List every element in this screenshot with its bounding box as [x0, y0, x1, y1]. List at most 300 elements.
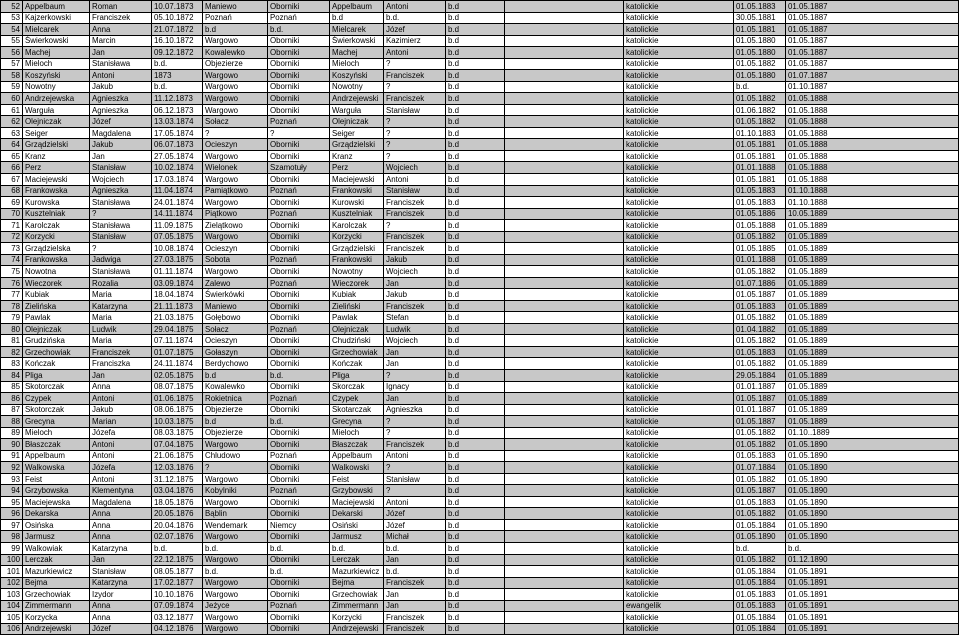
cell-religion: katolickie: [624, 150, 734, 162]
cell-religion: katolickie: [624, 58, 734, 70]
cell-first-name: Magdalena: [90, 496, 152, 508]
cell-admission-date: 01.05.1882: [734, 266, 786, 278]
cell-surname: Mazurkiewicz: [23, 566, 90, 578]
cell-religion: katolickie: [624, 589, 734, 601]
cell-first-name: Magdalena: [90, 127, 152, 139]
table-row: [1, 531, 959, 543]
cell-row-number: 86: [1, 393, 23, 405]
cell-religion: katolickie: [624, 1, 734, 13]
cell-first-name: Izydor: [90, 589, 152, 601]
cell-surname: Mieloch: [23, 58, 90, 70]
cell-father-surname: Czypek: [330, 393, 384, 405]
cell-surname: Kajzerkowski: [23, 12, 90, 24]
cell-row-number: 79: [1, 312, 23, 324]
cell-father-name: Wojciech: [384, 266, 446, 278]
cell-birth-date: 03.09.1874: [152, 277, 203, 289]
cell-father-name: Franciszek: [384, 70, 446, 82]
cell-father-occupation: b.d: [446, 127, 505, 139]
cell-exit-date: 01.05.1890: [786, 485, 959, 497]
cell-admission-date: 01.05.1882: [734, 116, 786, 128]
cell-row-number: 58: [1, 70, 23, 82]
cell-father-name: Jan: [384, 277, 446, 289]
cell-father-surname: Appelbaum: [330, 450, 384, 462]
cell-district: Oborniki: [268, 289, 330, 301]
cell-birth-place: Wargowo: [203, 473, 268, 485]
cell-row-number: 70: [1, 208, 23, 220]
cell-row-number: 89: [1, 427, 23, 439]
cell-father-surname: Korzycki: [330, 231, 384, 243]
cell-admission-date: 01.05.1887: [734, 289, 786, 301]
cell-birth-date: 08.05.1877: [152, 566, 203, 578]
cell-notes: [505, 393, 624, 405]
cell-notes: [505, 231, 624, 243]
cell-birth-date: 11.09.1875: [152, 220, 203, 232]
cell-row-number: 71: [1, 220, 23, 232]
cell-admission-date: 01.01.1888: [734, 254, 786, 266]
cell-notes: [505, 197, 624, 209]
cell-district: Oborniki: [268, 150, 330, 162]
cell-birth-date: 02.05.1875: [152, 370, 203, 382]
cell-birth-place: Wargowo: [203, 81, 268, 93]
cell-row-number: 68: [1, 185, 23, 197]
cell-father-name: Wojciech: [384, 162, 446, 174]
table-row: [1, 47, 959, 59]
cell-father-surname: Andrzejewski: [330, 93, 384, 105]
cell-surname: Feist: [23, 473, 90, 485]
cell-first-name: Stanisława: [90, 220, 152, 232]
cell-row-number: 52: [1, 1, 23, 13]
cell-father-occupation: b.d: [446, 496, 505, 508]
table-row: [1, 404, 959, 416]
cell-birth-date: 08.07.1875: [152, 381, 203, 393]
cell-row-number: 63: [1, 127, 23, 139]
cell-father-occupation: b.d: [446, 427, 505, 439]
cell-exit-date: 01.05.1891: [786, 566, 959, 578]
cell-notes: [505, 220, 624, 232]
cell-exit-date: 01.05.1887: [786, 24, 959, 36]
cell-row-number: 69: [1, 197, 23, 209]
cell-father-name: ?: [384, 127, 446, 139]
cell-district: Oborniki: [268, 266, 330, 278]
cell-father-surname: Grzechowiak: [330, 346, 384, 358]
cell-row-number: 103: [1, 589, 23, 601]
table-row: [1, 139, 959, 151]
cell-religion: katolickie: [624, 81, 734, 93]
cell-birth-date: 24.11.1874: [152, 358, 203, 370]
table-row: [1, 231, 959, 243]
cell-religion: katolickie: [624, 416, 734, 428]
cell-exit-date: 01.05.1891: [786, 623, 959, 635]
cell-religion: ewangelik: [624, 600, 734, 612]
cell-row-number: 91: [1, 450, 23, 462]
cell-exit-date: 01.05.1890: [786, 519, 959, 531]
cell-admission-date: 01.05.1886: [734, 208, 786, 220]
cell-religion: katolickie: [624, 243, 734, 255]
cell-exit-date: 01.05.1889: [786, 393, 959, 405]
cell-father-name: Stanisław: [384, 473, 446, 485]
cell-surname: Mielcarek: [23, 24, 90, 36]
table-row: [1, 58, 959, 70]
cell-father-surname: Skotarczak: [330, 404, 384, 416]
cell-father-occupation: b.d: [446, 450, 505, 462]
cell-religion: katolickie: [624, 335, 734, 347]
cell-father-name: Ignacy: [384, 381, 446, 393]
cell-notes: [505, 47, 624, 59]
cell-surname: Błaszczak: [23, 439, 90, 451]
cell-first-name: Antoni: [90, 439, 152, 451]
cell-district: Oborniki: [268, 139, 330, 151]
cell-birth-date: 10.10.1876: [152, 589, 203, 601]
cell-father-occupation: b.d: [446, 81, 505, 93]
cell-birth-place: b.d.: [203, 566, 268, 578]
cell-birth-date: 17.05.1874: [152, 127, 203, 139]
cell-notes: [505, 35, 624, 47]
cell-exit-date: 10.05.1889: [786, 208, 959, 220]
cell-religion: katolickie: [624, 450, 734, 462]
cell-father-name: Franciszek: [384, 231, 446, 243]
cell-father-surname: Grzybowski: [330, 485, 384, 497]
cell-religion: katolickie: [624, 577, 734, 589]
cell-exit-date: 01.05.1891: [786, 600, 959, 612]
cell-father-occupation: b.d: [446, 323, 505, 335]
cell-father-name: Michał: [384, 531, 446, 543]
cell-father-name: ?: [384, 150, 446, 162]
cell-father-surname: Maciejewski: [330, 496, 384, 508]
cell-religion: katolickie: [624, 566, 734, 578]
cell-father-surname: Skorczak: [330, 381, 384, 393]
cell-first-name: Marcin: [90, 35, 152, 47]
cell-father-name: Franciszek: [384, 93, 446, 105]
cell-admission-date: 01.05.1884: [734, 519, 786, 531]
cell-row-number: 55: [1, 35, 23, 47]
cell-exit-date: 01.05.1888: [786, 93, 959, 105]
cell-birth-date: 07.05.1875: [152, 231, 203, 243]
cell-father-surname: Dekarski: [330, 508, 384, 520]
cell-birth-date: 11.12.1873: [152, 93, 203, 105]
cell-religion: katolickie: [624, 70, 734, 82]
cell-birth-place: Wargowo: [203, 589, 268, 601]
cell-surname: Nowotna: [23, 266, 90, 278]
cell-admission-date: 01.05.1882: [734, 358, 786, 370]
cell-father-name: Franciszek: [384, 243, 446, 255]
cell-father-name: ?: [384, 220, 446, 232]
cell-admission-date: b.d.: [734, 81, 786, 93]
cell-district: Poznań: [268, 600, 330, 612]
cell-father-occupation: b.d: [446, 519, 505, 531]
cell-row-number: 53: [1, 12, 23, 24]
cell-surname: Zimmermann: [23, 600, 90, 612]
cell-district: Oborniki: [268, 93, 330, 105]
cell-religion: katolickie: [624, 485, 734, 497]
cell-admission-date: 01.05.1881: [734, 173, 786, 185]
cell-row-number: 82: [1, 346, 23, 358]
cell-birth-place: Sołacz: [203, 116, 268, 128]
cell-first-name: Maria: [90, 312, 152, 324]
table-row: [1, 427, 959, 439]
cell-birth-date: 13.03.1874: [152, 116, 203, 128]
table-row: [1, 35, 959, 47]
cell-father-surname: Mazurkiewicz: [330, 566, 384, 578]
cell-exit-date: 01.05.1888: [786, 162, 959, 174]
cell-notes: [505, 150, 624, 162]
cell-admission-date: 01.05.1882: [734, 335, 786, 347]
cell-father-name: Wojciech: [384, 335, 446, 347]
cell-birth-date: 01.07.1875: [152, 346, 203, 358]
cell-birth-date: 03.12.1877: [152, 612, 203, 624]
cell-exit-date: 01.05.1888: [786, 104, 959, 116]
cell-exit-date: 01.12.1890: [786, 554, 959, 566]
table-row: [1, 277, 959, 289]
cell-father-surname: Zieliński: [330, 300, 384, 312]
cell-father-name: Kazimierz: [384, 35, 446, 47]
cell-district: Poznań: [268, 323, 330, 335]
cell-father-surname: Mieloch: [330, 58, 384, 70]
cell-surname: Lerczak: [23, 554, 90, 566]
cell-row-number: 59: [1, 81, 23, 93]
cell-father-occupation: b.d: [446, 58, 505, 70]
cell-notes: [505, 12, 624, 24]
cell-admission-date: 01.10.1883: [734, 127, 786, 139]
cell-father-name: b.d.: [384, 542, 446, 554]
cell-father-occupation: b.d: [446, 600, 505, 612]
table-row: [1, 335, 959, 347]
cell-notes: [505, 531, 624, 543]
cell-birth-place: Maniewo: [203, 1, 268, 13]
cell-district: Oborniki: [268, 346, 330, 358]
cell-father-occupation: b.d: [446, 542, 505, 554]
cell-admission-date: 01.05.1883: [734, 450, 786, 462]
cell-surname: Osińska: [23, 519, 90, 531]
cell-birth-place: Wargowo: [203, 173, 268, 185]
cell-father-surname: Kusztelniak: [330, 208, 384, 220]
table-row: [1, 266, 959, 278]
table-row: [1, 104, 959, 116]
cell-admission-date: 01.05.1883: [734, 600, 786, 612]
cell-row-number: 84: [1, 370, 23, 382]
cell-row-number: 66: [1, 162, 23, 174]
cell-birth-place: Berdychowo: [203, 358, 268, 370]
cell-religion: katolickie: [624, 519, 734, 531]
cell-father-name: Franciszek: [384, 623, 446, 635]
cell-father-occupation: b.d: [446, 439, 505, 451]
cell-row-number: 74: [1, 254, 23, 266]
cell-surname: Walkowska: [23, 462, 90, 474]
cell-father-occupation: b.d: [446, 370, 505, 382]
cell-row-number: 83: [1, 358, 23, 370]
table-row: [1, 393, 959, 405]
cell-father-surname: Frankowski: [330, 185, 384, 197]
table-row: [1, 116, 959, 128]
cell-row-number: 64: [1, 139, 23, 151]
cell-row-number: 73: [1, 243, 23, 255]
cell-surname: Grządzielski: [23, 139, 90, 151]
cell-birth-place: Wargowo: [203, 150, 268, 162]
cell-exit-date: 01.05.1888: [786, 116, 959, 128]
cell-district: Oborniki: [268, 577, 330, 589]
cell-father-surname: Koszyński: [330, 70, 384, 82]
cell-father-name: Józef: [384, 508, 446, 520]
cell-district: b.d.: [268, 416, 330, 428]
cell-first-name: Agnieszka: [90, 93, 152, 105]
cell-birth-date: 10.07.1873: [152, 1, 203, 13]
cell-row-number: 72: [1, 231, 23, 243]
cell-exit-date: 01.05.1889: [786, 416, 959, 428]
cell-birth-date: 01.06.1875: [152, 393, 203, 405]
table-row: [1, 508, 959, 520]
cell-row-number: 105: [1, 612, 23, 624]
cell-birth-place: Wargowo: [203, 197, 268, 209]
cell-father-name: ?: [384, 462, 446, 474]
cell-exit-date: 01.05.1889: [786, 358, 959, 370]
table-row: [1, 243, 959, 255]
cell-first-name: Antoni: [90, 393, 152, 405]
cell-first-name: Franciszek: [90, 12, 152, 24]
cell-first-name: Katarzyna: [90, 577, 152, 589]
cell-first-name: Klementyna: [90, 485, 152, 497]
cell-admission-date: 01.05.1883: [734, 346, 786, 358]
cell-row-number: 61: [1, 104, 23, 116]
cell-district: Oborniki: [268, 35, 330, 47]
cell-row-number: 67: [1, 173, 23, 185]
cell-surname: Grządzielska: [23, 243, 90, 255]
cell-first-name: Jan: [90, 150, 152, 162]
cell-birth-date: 1873: [152, 70, 203, 82]
cell-first-name: Wojciech: [90, 173, 152, 185]
cell-surname: Skotorczak: [23, 404, 90, 416]
cell-first-name: Maria: [90, 335, 152, 347]
cell-father-occupation: b.d: [446, 462, 505, 474]
cell-birth-date: b.d.: [152, 542, 203, 554]
cell-religion: katolickie: [624, 266, 734, 278]
table-row: [1, 197, 959, 209]
cell-exit-date: 01.05.1889: [786, 266, 959, 278]
cell-admission-date: 01.05.1883: [734, 185, 786, 197]
cell-district: Poznań: [268, 277, 330, 289]
cell-birth-date: 27.05.1874: [152, 150, 203, 162]
cell-birth-place: Wargowo: [203, 554, 268, 566]
cell-father-name: Franciszek: [384, 300, 446, 312]
cell-row-number: 80: [1, 323, 23, 335]
cell-father-name: b.d.: [384, 12, 446, 24]
cell-religion: katolickie: [624, 277, 734, 289]
cell-father-surname: Pawlak: [330, 312, 384, 324]
cell-religion: katolickie: [624, 508, 734, 520]
cell-admission-date: 01.05.1882: [734, 312, 786, 324]
cell-birth-date: 21.11.1873: [152, 300, 203, 312]
cell-exit-date: 01.10.1888: [786, 197, 959, 209]
table-row: [1, 162, 959, 174]
cell-row-number: 93: [1, 473, 23, 485]
cell-religion: katolickie: [624, 116, 734, 128]
cell-father-surname: Karolczak: [330, 220, 384, 232]
cell-father-occupation: b.d: [446, 266, 505, 278]
cell-birth-place: b.d: [203, 370, 268, 382]
cell-birth-place: Sołacz: [203, 323, 268, 335]
cell-birth-place: Ocieszyn: [203, 335, 268, 347]
cell-exit-date: 01.05.1889: [786, 312, 959, 324]
cell-row-number: 65: [1, 150, 23, 162]
cell-father-name: Franciszek: [384, 208, 446, 220]
register-body: [1, 1, 959, 635]
cell-notes: [505, 289, 624, 301]
cell-father-surname: Grządzielski: [330, 139, 384, 151]
cell-exit-date: 01.05.1890: [786, 462, 959, 474]
cell-admission-date: 01.05.1882: [734, 93, 786, 105]
cell-first-name: Jan: [90, 370, 152, 382]
cell-exit-date: 01.05.1891: [786, 589, 959, 601]
cell-exit-date: 01.05.1889: [786, 243, 959, 255]
cell-first-name: Anna: [90, 381, 152, 393]
cell-district: ?: [268, 127, 330, 139]
cell-father-occupation: b.d: [446, 381, 505, 393]
cell-birth-date: 27.03.1875: [152, 254, 203, 266]
cell-row-number: 57: [1, 58, 23, 70]
cell-surname: Grecyna: [23, 416, 90, 428]
cell-father-occupation: b.d: [446, 566, 505, 578]
cell-surname: Andrzejewski: [23, 623, 90, 635]
cell-father-name: Antoni: [384, 47, 446, 59]
cell-exit-date: 01.05.1890: [786, 439, 959, 451]
cell-row-number: 90: [1, 439, 23, 451]
cell-exit-date: 01.05.1889: [786, 370, 959, 382]
cell-district: Szamotuły: [268, 162, 330, 174]
cell-birth-place: Pamiątkowo: [203, 185, 268, 197]
cell-notes: [505, 300, 624, 312]
cell-birth-date: 01.11.1874: [152, 266, 203, 278]
cell-notes: [505, 577, 624, 589]
cell-religion: katolickie: [624, 35, 734, 47]
cell-religion: katolickie: [624, 208, 734, 220]
cell-surname: Korzycki: [23, 231, 90, 243]
table-row: [1, 127, 959, 139]
cell-surname: Jarmusz: [23, 531, 90, 543]
cell-father-occupation: b.d: [446, 197, 505, 209]
cell-admission-date: 01.01.1887: [734, 404, 786, 416]
cell-father-occupation: b.d: [446, 508, 505, 520]
cell-row-number: 77: [1, 289, 23, 301]
cell-district: Oborniki: [268, 335, 330, 347]
cell-admission-date: 01.04.1882: [734, 323, 786, 335]
cell-birth-place: Wargowo: [203, 35, 268, 47]
cell-notes: [505, 312, 624, 324]
cell-notes: [505, 1, 624, 13]
cell-exit-date: 01.05.1890: [786, 473, 959, 485]
cell-father-occupation: b.d: [446, 150, 505, 162]
cell-father-surname: Olejniczak: [330, 116, 384, 128]
cell-exit-date: 01.05.1889: [786, 404, 959, 416]
cell-first-name: Antoni: [90, 450, 152, 462]
cell-religion: katolickie: [624, 531, 734, 543]
cell-surname: Maciejewski: [23, 173, 90, 185]
cell-district: Oborniki: [268, 358, 330, 370]
cell-father-name: Jan: [384, 554, 446, 566]
cell-surname: Skotorczak: [23, 381, 90, 393]
cell-first-name: Józef: [90, 116, 152, 128]
cell-admission-date: 01.05.1883: [734, 496, 786, 508]
cell-father-name: Ludwik: [384, 323, 446, 335]
cell-first-name: Marian: [90, 416, 152, 428]
cell-surname: Czypek: [23, 393, 90, 405]
cell-notes: [505, 462, 624, 474]
cell-father-occupation: b.d: [446, 93, 505, 105]
cell-exit-date: b.d.: [786, 542, 959, 554]
cell-row-number: 106: [1, 623, 23, 635]
table-row: [1, 554, 959, 566]
cell-first-name: Roman: [90, 1, 152, 13]
cell-notes: [505, 589, 624, 601]
cell-birth-place: b.d: [203, 24, 268, 36]
cell-birth-place: Świerkówki: [203, 289, 268, 301]
